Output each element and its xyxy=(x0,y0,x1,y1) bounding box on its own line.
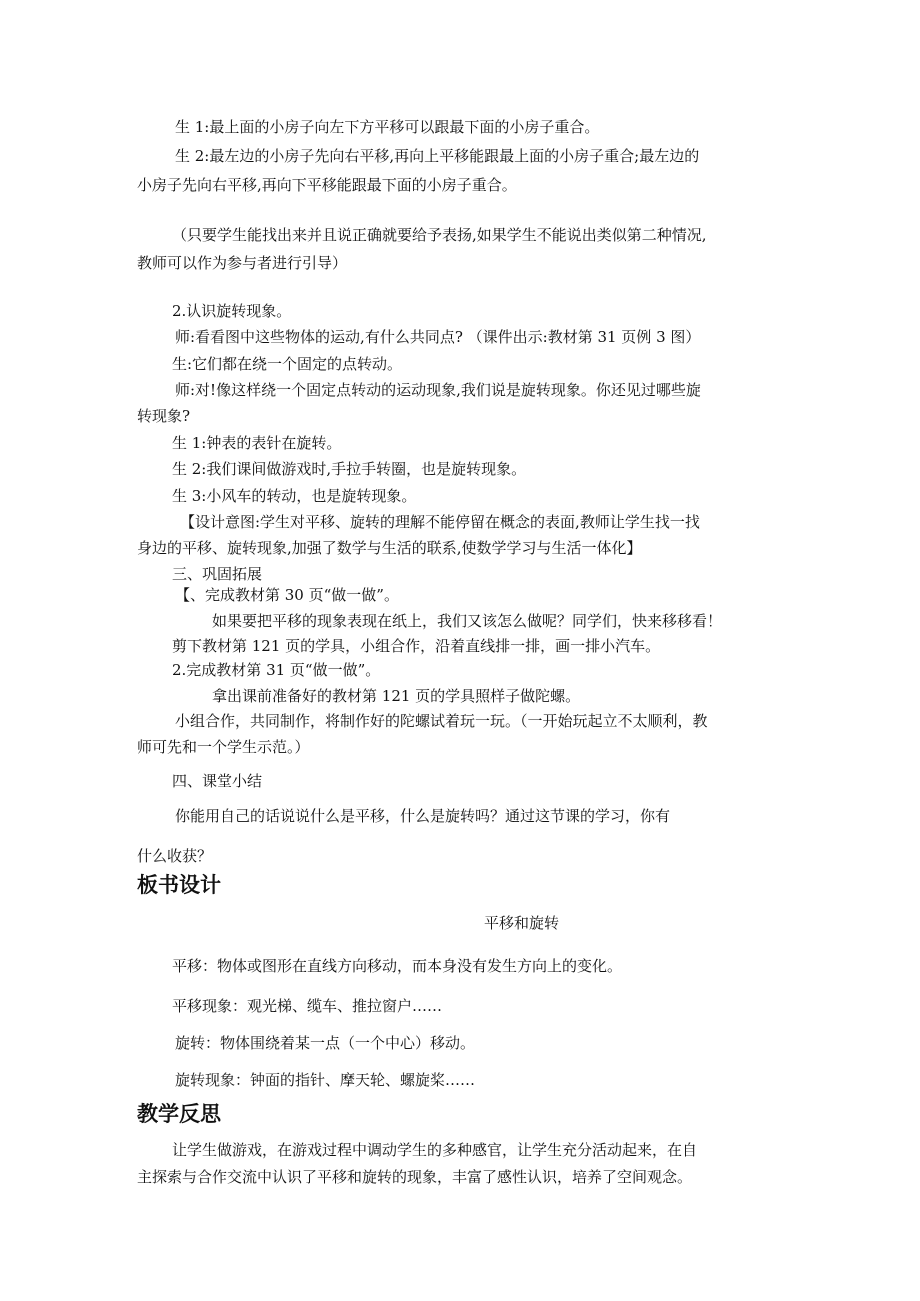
board-title: 平移和旋转 xyxy=(484,914,560,932)
text-line: 小组合作，共同制作，将制作好的陀螺试着玩一玩。（一开始玩起立不太顺利，教 xyxy=(175,712,708,730)
text-line: 小房子先向右平移,再向下平移能跟最下面的小房子重合。 xyxy=(137,176,517,194)
reflection-heading: 教学反思 xyxy=(137,1102,221,1126)
text-line: 生 3:小风车的转动，也是旋转现象。 xyxy=(172,487,417,505)
text-line: 生 1:最上面的小房子向左下方平移可以跟最下面的小房子重合。 xyxy=(175,118,600,136)
text-line: 旋转：物体围绕着某一点（一个中心）移动。 xyxy=(175,1034,476,1052)
text-line: 什么收获？ xyxy=(137,847,213,865)
text-line: 你能用自己的话说说什么是平移，什么是旋转吗？通过这节课的学习，你有 xyxy=(175,807,671,825)
text-line: 【、完成教材第 30 页“做一做”。 xyxy=(175,586,399,604)
text-line: 如果要把平移的现象表现在纸上，我们又该怎么做呢？同学们，快来移移看！ xyxy=(212,612,723,630)
text-line: 教师可以作为参与者进行引导） xyxy=(137,254,348,272)
text-line: 师可先和一个学生示范。） xyxy=(137,738,310,756)
section-heading: 三、巩固拓展 xyxy=(172,565,263,583)
text-line: （只要学生能找出来并且说正确就要给予表扬,如果学生不能说出类似第二种情况, xyxy=(172,226,707,244)
text-line: 生:它们都在绕一个固定的点转动。 xyxy=(172,355,403,373)
text-line: 2.认识旋转现象。 xyxy=(172,302,292,320)
text-line: 2.完成教材第 31 页“做一做”。 xyxy=(172,661,381,679)
text-line: 生 1:钟表的表针在旋转。 xyxy=(172,434,342,452)
text-line: 师:看看图中这些物体的运动,有什么共同点? （课件出示:教材第 31 页例 3 图） xyxy=(175,328,701,346)
text-line: 生 2:我们课间做游戏时,手拉手转圈，也是旋转现象。 xyxy=(172,460,527,478)
design-intent-note: 【设计意图:学生对平移、旋转的理解不能停留在概念的表面,教师让学生找一找 xyxy=(180,513,700,531)
text-line: 剪下教材第 121 页的学具，小组合作，沿着直线排一排，画一排小汽车。 xyxy=(172,637,661,655)
text-line: 让学生做游戏，在游戏过程中调动学生的多种感官，让学生充分活动起来，在自 xyxy=(172,1141,698,1159)
text-line: 生 2:最左边的小房子先向右平移,再向上平移能跟最上面的小房子重合;最左边的 xyxy=(175,147,700,165)
text-line: 转现象? xyxy=(137,407,191,425)
text-line: 拿出课前准备好的教材第 121 页的学具照样子做陀螺。 xyxy=(212,687,581,705)
section-heading: 四、课堂小结 xyxy=(172,772,263,790)
text-line: 平移：物体或图形在直线方向移动，而本身没有发生方向上的变化。 xyxy=(172,957,623,975)
text-line: 平移现象：观光梯、缆车、推拉窗户…… xyxy=(172,997,443,1015)
text-line: 师:对!像这样绕一个固定点转动的运动现象,我们说是旋转现象。你还见过哪些旋 xyxy=(175,381,701,399)
board-design-heading: 板书设计 xyxy=(137,873,221,897)
text-line: 主探索与合作交流中认识了平移和旋转的现象，丰富了感性认识，培养了空间观念。 xyxy=(137,1168,693,1186)
text-line: 旋转现象：钟面的指针、摩天轮、螺旋桨…… xyxy=(175,1071,476,1089)
design-intent-note: 身边的平移、旋转现象,加强了数学与生活的联系,使数学学习与生活一体化】 xyxy=(137,539,642,557)
